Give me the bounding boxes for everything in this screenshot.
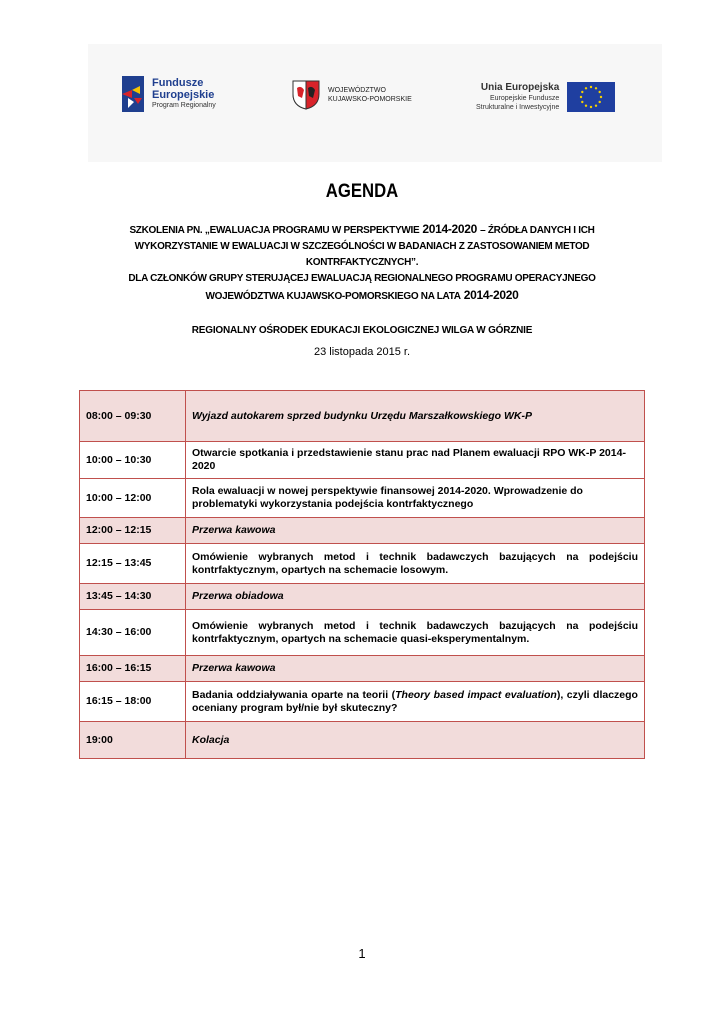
- event-date: 23 listopada 2015 r.: [313, 346, 411, 358]
- agenda-desc-part-3: ), czyli dlaczego oceniany program był/nie był skuteczny?: [192, 688, 638, 714]
- wkp-logo-text-2: KUJAWSKO-POMORSKIE: [328, 96, 412, 103]
- heading-line-1a: SZKOLENIA PN. „EWALUACJA PROGRAMU W PERSPEKTYWIE: [129, 225, 420, 236]
- agenda-time: 08:00 – 09:30: [80, 391, 186, 442]
- training-heading: [100, 221, 624, 305]
- agenda-desc: Omówienie wybranych metod i technik badawczych bazujących na podejściu kontrfaktycznym, opartych na schemacie quasi-eksperymentalnym.: [186, 610, 645, 656]
- venue: REGIONALNY OŚRODEK EDUKACJI EKOLOGICZNEJ WILGA W GÓRZNIE: [191, 325, 533, 336]
- fe-star-icon: [120, 76, 146, 112]
- agenda-time: 10:00 – 10:30: [80, 442, 186, 479]
- heading-line-1c: – ŹRÓDŁA DANYCH I ICH: [480, 225, 595, 236]
- unia-europejska-logo: [476, 82, 615, 112]
- heading-line-4: DLA CZŁONKÓW GRUPY STERUJĄCEJ EWALUACJĄ REGIONALNEGO PROGRAMU OPERACYJNEGO: [128, 273, 596, 284]
- ue-logo-text-1: Unia Europejska: [480, 82, 560, 93]
- heading-line-2: WYKORZYSTANIE W EWALUACJI W SZCZEGÓLNOŚCI W BADANIACH Z ZASTOSOWANIEM METOD: [134, 241, 590, 252]
- agenda-row: [80, 584, 645, 610]
- agenda-desc: Przerwa kawowa: [186, 656, 645, 682]
- coat-of-arms-icon: [292, 80, 320, 110]
- agenda-time: 12:15 – 13:45: [80, 544, 186, 584]
- wkp-logo-text-1: WOJEWÓDZTWO: [328, 87, 386, 94]
- agenda-desc: Kolacja: [186, 722, 645, 759]
- fe-logo-text-1: Fundusze: [152, 77, 204, 89]
- agenda-row: [80, 479, 645, 518]
- agenda-desc: Przerwa kawowa: [186, 518, 645, 544]
- agenda-row: [80, 442, 645, 479]
- agenda-row: [80, 391, 645, 442]
- agenda-row: [80, 518, 645, 544]
- agenda-time: 10:00 – 12:00: [80, 479, 186, 518]
- agenda-desc: Omówienie wybranych metod i technik badawczych bazujących na podejściu kontrfaktycznym, opartych na schemacie losowym.: [186, 544, 645, 584]
- agenda-time: 16:15 – 18:00: [80, 682, 186, 722]
- logo-bar: [88, 44, 662, 162]
- agenda-row: [80, 722, 645, 759]
- agenda-desc: [186, 682, 645, 722]
- heading-line-5a: WOJEWÓDZTWA KUJAWSKO-POMORSKIEGO NA LATA: [205, 291, 461, 302]
- heading-line-3: KONTRFAKTYCZNYCH”.: [305, 257, 419, 268]
- agenda-row: [80, 656, 645, 682]
- fundusze-europejskie-logo: [120, 76, 216, 112]
- wojewodztwo-logo: [292, 80, 412, 110]
- agenda-table: [79, 390, 645, 759]
- agenda-time: 19:00: [80, 722, 186, 759]
- ue-logo-text-2: Europejskie Fundusze: [490, 95, 560, 102]
- agenda-desc: Otwarcie spotkania i przedstawienie stanu prac nad Planem ewaluacji RPO WK-P 2014-2020: [186, 442, 645, 479]
- fe-logo-text-2: Europejskie: [152, 89, 215, 101]
- agenda-time: 13:45 – 14:30: [80, 584, 186, 610]
- eu-flag-icon: [567, 82, 615, 112]
- agenda-row: [80, 682, 645, 722]
- heading-line-5b: 2014-2020: [463, 288, 519, 302]
- agenda-row: [80, 544, 645, 584]
- document-title: AGENDA: [325, 181, 399, 202]
- ue-logo-text-3: Strukturalne i Inwestycyjne: [476, 104, 560, 111]
- agenda-desc: Przerwa obiadowa: [186, 584, 645, 610]
- agenda-desc: Rola ewaluacji w nowej perspektywie finansowej 2014-2020. Wprowadzenie do problematyki wykorzystania podejścia kontrfaktycznego: [186, 479, 645, 518]
- agenda-row: [80, 610, 645, 656]
- agenda-time: 16:00 – 16:15: [80, 656, 186, 682]
- agenda-desc: Wyjazd autokarem sprzed budynku Urzędu Marszałkowskiego WK-P: [186, 391, 645, 442]
- agenda-desc-part-1: Badania oddziaływania oparte na teorii (: [192, 688, 396, 701]
- page-number: 1: [358, 946, 366, 961]
- agenda-time: 14:30 – 16:00: [80, 610, 186, 656]
- fe-logo-text-3: Program Regionalny: [152, 102, 216, 109]
- agenda-time: 12:00 – 12:15: [80, 518, 186, 544]
- agenda-desc-part-2: Theory based impact evaluation: [395, 688, 557, 701]
- heading-line-1b: 2014-2020: [422, 222, 478, 236]
